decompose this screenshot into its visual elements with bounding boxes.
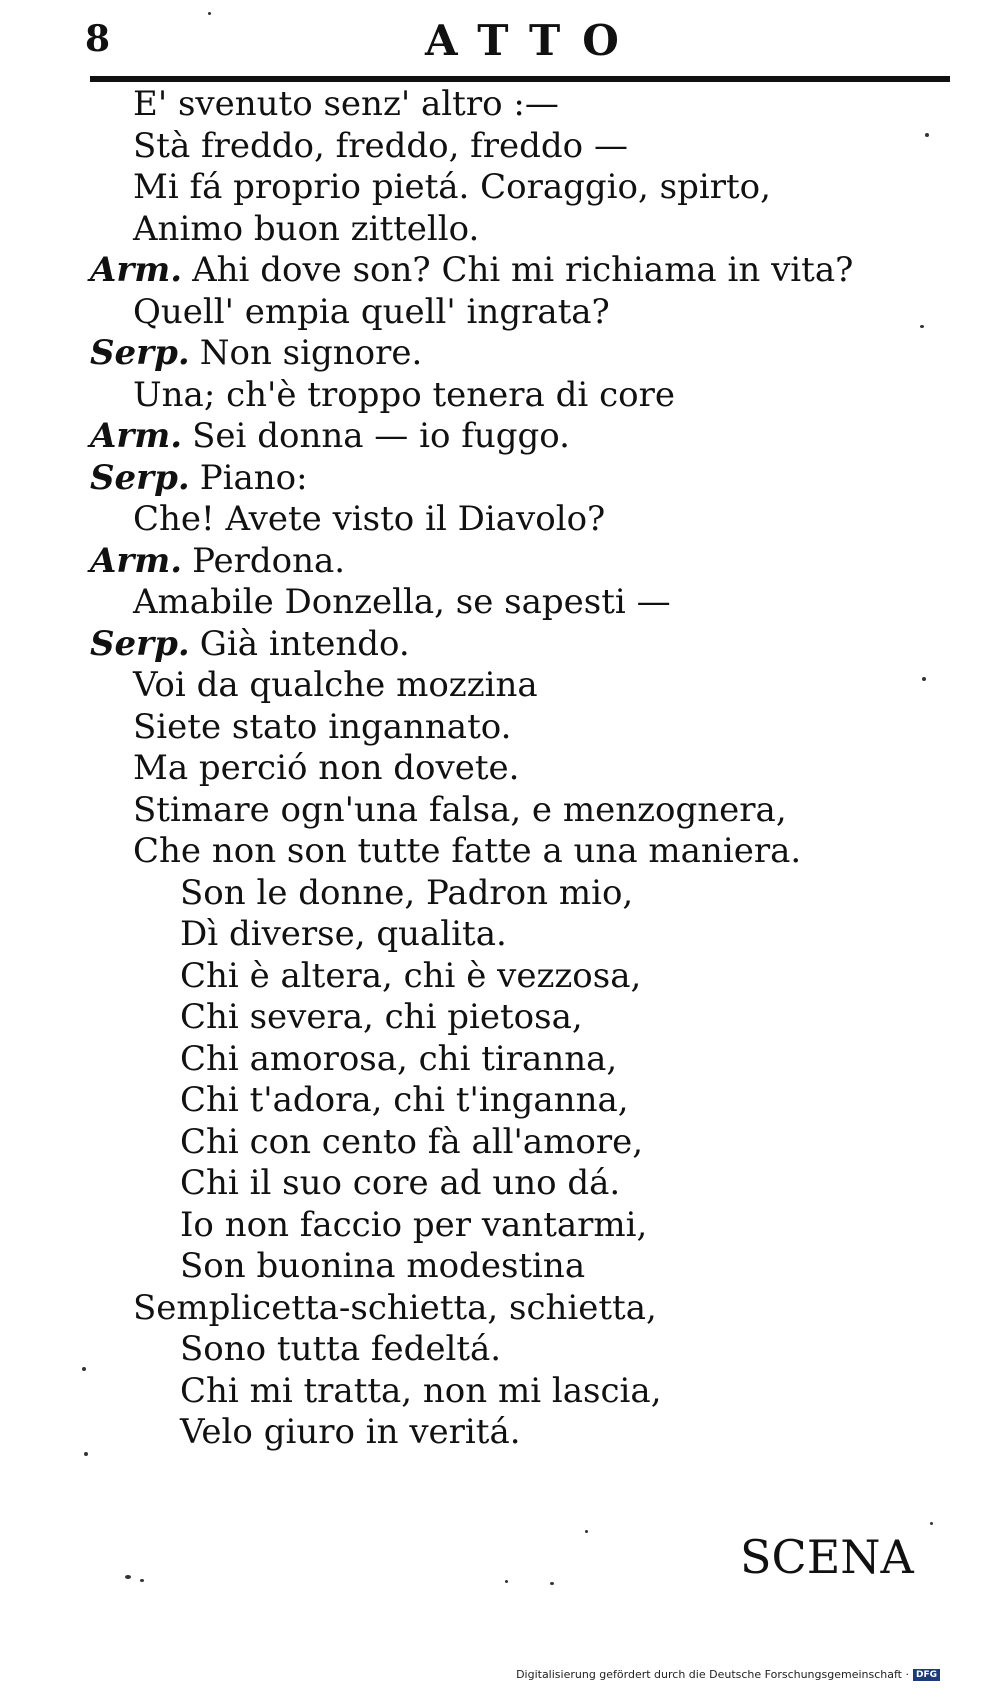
line-text: Chi t'adora, chi t'inganna, xyxy=(180,1080,629,1120)
text-line xyxy=(90,1288,950,1330)
speaker-label: Arm. xyxy=(90,540,183,581)
text-line xyxy=(90,831,950,873)
line-text: Son buonina modestina xyxy=(180,1246,586,1286)
text-line xyxy=(90,1122,950,1164)
scan-speck xyxy=(140,1579,144,1582)
line-text: Stimare ogn'una falsa, e menzognera, xyxy=(133,789,787,830)
line-text: Non signore. xyxy=(199,333,423,373)
text-line xyxy=(90,1412,950,1454)
line-text: Io non faccio per vantarmi, xyxy=(180,1204,648,1245)
text-line xyxy=(90,1246,950,1288)
line-text: Ma perció non dovete. xyxy=(133,748,520,788)
scan-speck xyxy=(125,1575,131,1579)
line-text: Mi fá proprio pietá. Coraggio, spirto, xyxy=(133,167,771,207)
text-line xyxy=(90,748,950,790)
text-line xyxy=(90,126,950,168)
line-text: Amabile Donzella, se sapesti — xyxy=(133,582,671,622)
text-line xyxy=(90,1329,950,1371)
text-line xyxy=(90,1205,950,1247)
catchword: SCENA xyxy=(740,1530,914,1584)
line-text: Chi amorosa, chi tiranna, xyxy=(180,1038,618,1079)
text-line xyxy=(90,250,950,292)
text-line xyxy=(90,707,950,749)
line-text: Chi severa, chi pietosa, xyxy=(180,997,583,1037)
dfg-logo-icon: DFG xyxy=(913,1669,940,1681)
page-number: 8 xyxy=(85,18,111,60)
footer-credit xyxy=(516,1668,940,1681)
text-line xyxy=(90,333,950,375)
text-line xyxy=(90,416,950,458)
line-text: Già intendo. xyxy=(199,623,410,664)
speaker-label: Serp. xyxy=(90,623,190,664)
speaker-label: Arm. xyxy=(90,416,183,456)
text-line xyxy=(90,665,950,707)
speaker-label: Arm. xyxy=(90,250,183,290)
speaker-label: Serp. xyxy=(90,333,190,373)
text-line xyxy=(90,997,950,1039)
line-text: Chi è altera, chi è vezzosa, xyxy=(180,955,642,996)
line-text: Perdona. xyxy=(192,540,346,581)
line-text: Velo giuro in veritá. xyxy=(180,1412,521,1452)
scan-speck xyxy=(930,1522,933,1525)
text-line xyxy=(90,1163,950,1205)
line-text: Che non son tutte fatte a una maniera. xyxy=(133,831,802,871)
line-text: Chi mi tratta, non mi lascia, xyxy=(180,1370,662,1411)
text-line xyxy=(90,458,950,500)
text-line xyxy=(90,873,950,915)
line-text: Chi con cento fà all'amore, xyxy=(180,1121,644,1162)
line-text: Siete stato ingannato. xyxy=(133,706,512,747)
scan-speck xyxy=(82,1367,86,1371)
line-text: Ahi dove son? Chi mi richiama in vita? xyxy=(192,250,854,290)
page-header-title: ATTO xyxy=(425,16,641,65)
text-line xyxy=(90,1080,950,1122)
text-line xyxy=(90,790,950,832)
line-text: Stà freddo, freddo, freddo — xyxy=(133,125,628,166)
text-line xyxy=(90,1039,950,1081)
line-text: Semplicetta-schietta, schietta, xyxy=(133,1287,657,1328)
scan-speck xyxy=(84,1452,88,1456)
text-block xyxy=(90,84,950,1454)
text-line xyxy=(90,956,950,998)
line-text: Voi da qualche mozzina xyxy=(133,665,538,705)
line-text: E' svenuto senz' altro :— xyxy=(133,84,559,124)
text-line xyxy=(90,541,950,583)
text-line xyxy=(90,209,950,251)
text-line xyxy=(90,84,950,126)
line-text: Son le donne, Padron mio, xyxy=(180,872,634,913)
text-line xyxy=(90,375,950,417)
scan-speck xyxy=(925,133,929,137)
line-text: Quell' empia quell' ingrata? xyxy=(133,291,610,332)
scan-speck xyxy=(550,1582,554,1585)
text-line xyxy=(90,1371,950,1413)
line-text: Che! Avete visto il Diavolo? xyxy=(133,499,606,539)
speaker-label: Serp. xyxy=(90,457,190,498)
text-line xyxy=(90,914,950,956)
line-text: Dì diverse, qualita. xyxy=(180,914,507,954)
scan-speck xyxy=(922,677,926,681)
line-text: Animo buon zittello. xyxy=(133,208,480,249)
line-text: Piano: xyxy=(199,457,308,498)
text-line xyxy=(90,292,950,334)
line-text: Una; ch'è troppo tenera di core xyxy=(133,374,675,415)
scan-speck xyxy=(920,325,924,328)
text-line xyxy=(90,624,950,666)
header-rule xyxy=(90,76,950,82)
text-line xyxy=(90,582,950,624)
scan-speck xyxy=(585,1530,588,1533)
text-line xyxy=(90,167,950,209)
line-text: Sei donna — io fuggo. xyxy=(192,416,570,456)
text-line xyxy=(90,499,950,541)
scan-speck xyxy=(208,12,211,15)
line-text: Chi il suo core ad uno dá. xyxy=(180,1163,621,1203)
footer-credit-text: Digitalisierung gefördert durch die Deutsche Forschungsgemeinschaft · xyxy=(516,1668,909,1681)
line-text: Sono tutta fedeltá. xyxy=(180,1329,502,1369)
scan-speck xyxy=(505,1580,508,1583)
